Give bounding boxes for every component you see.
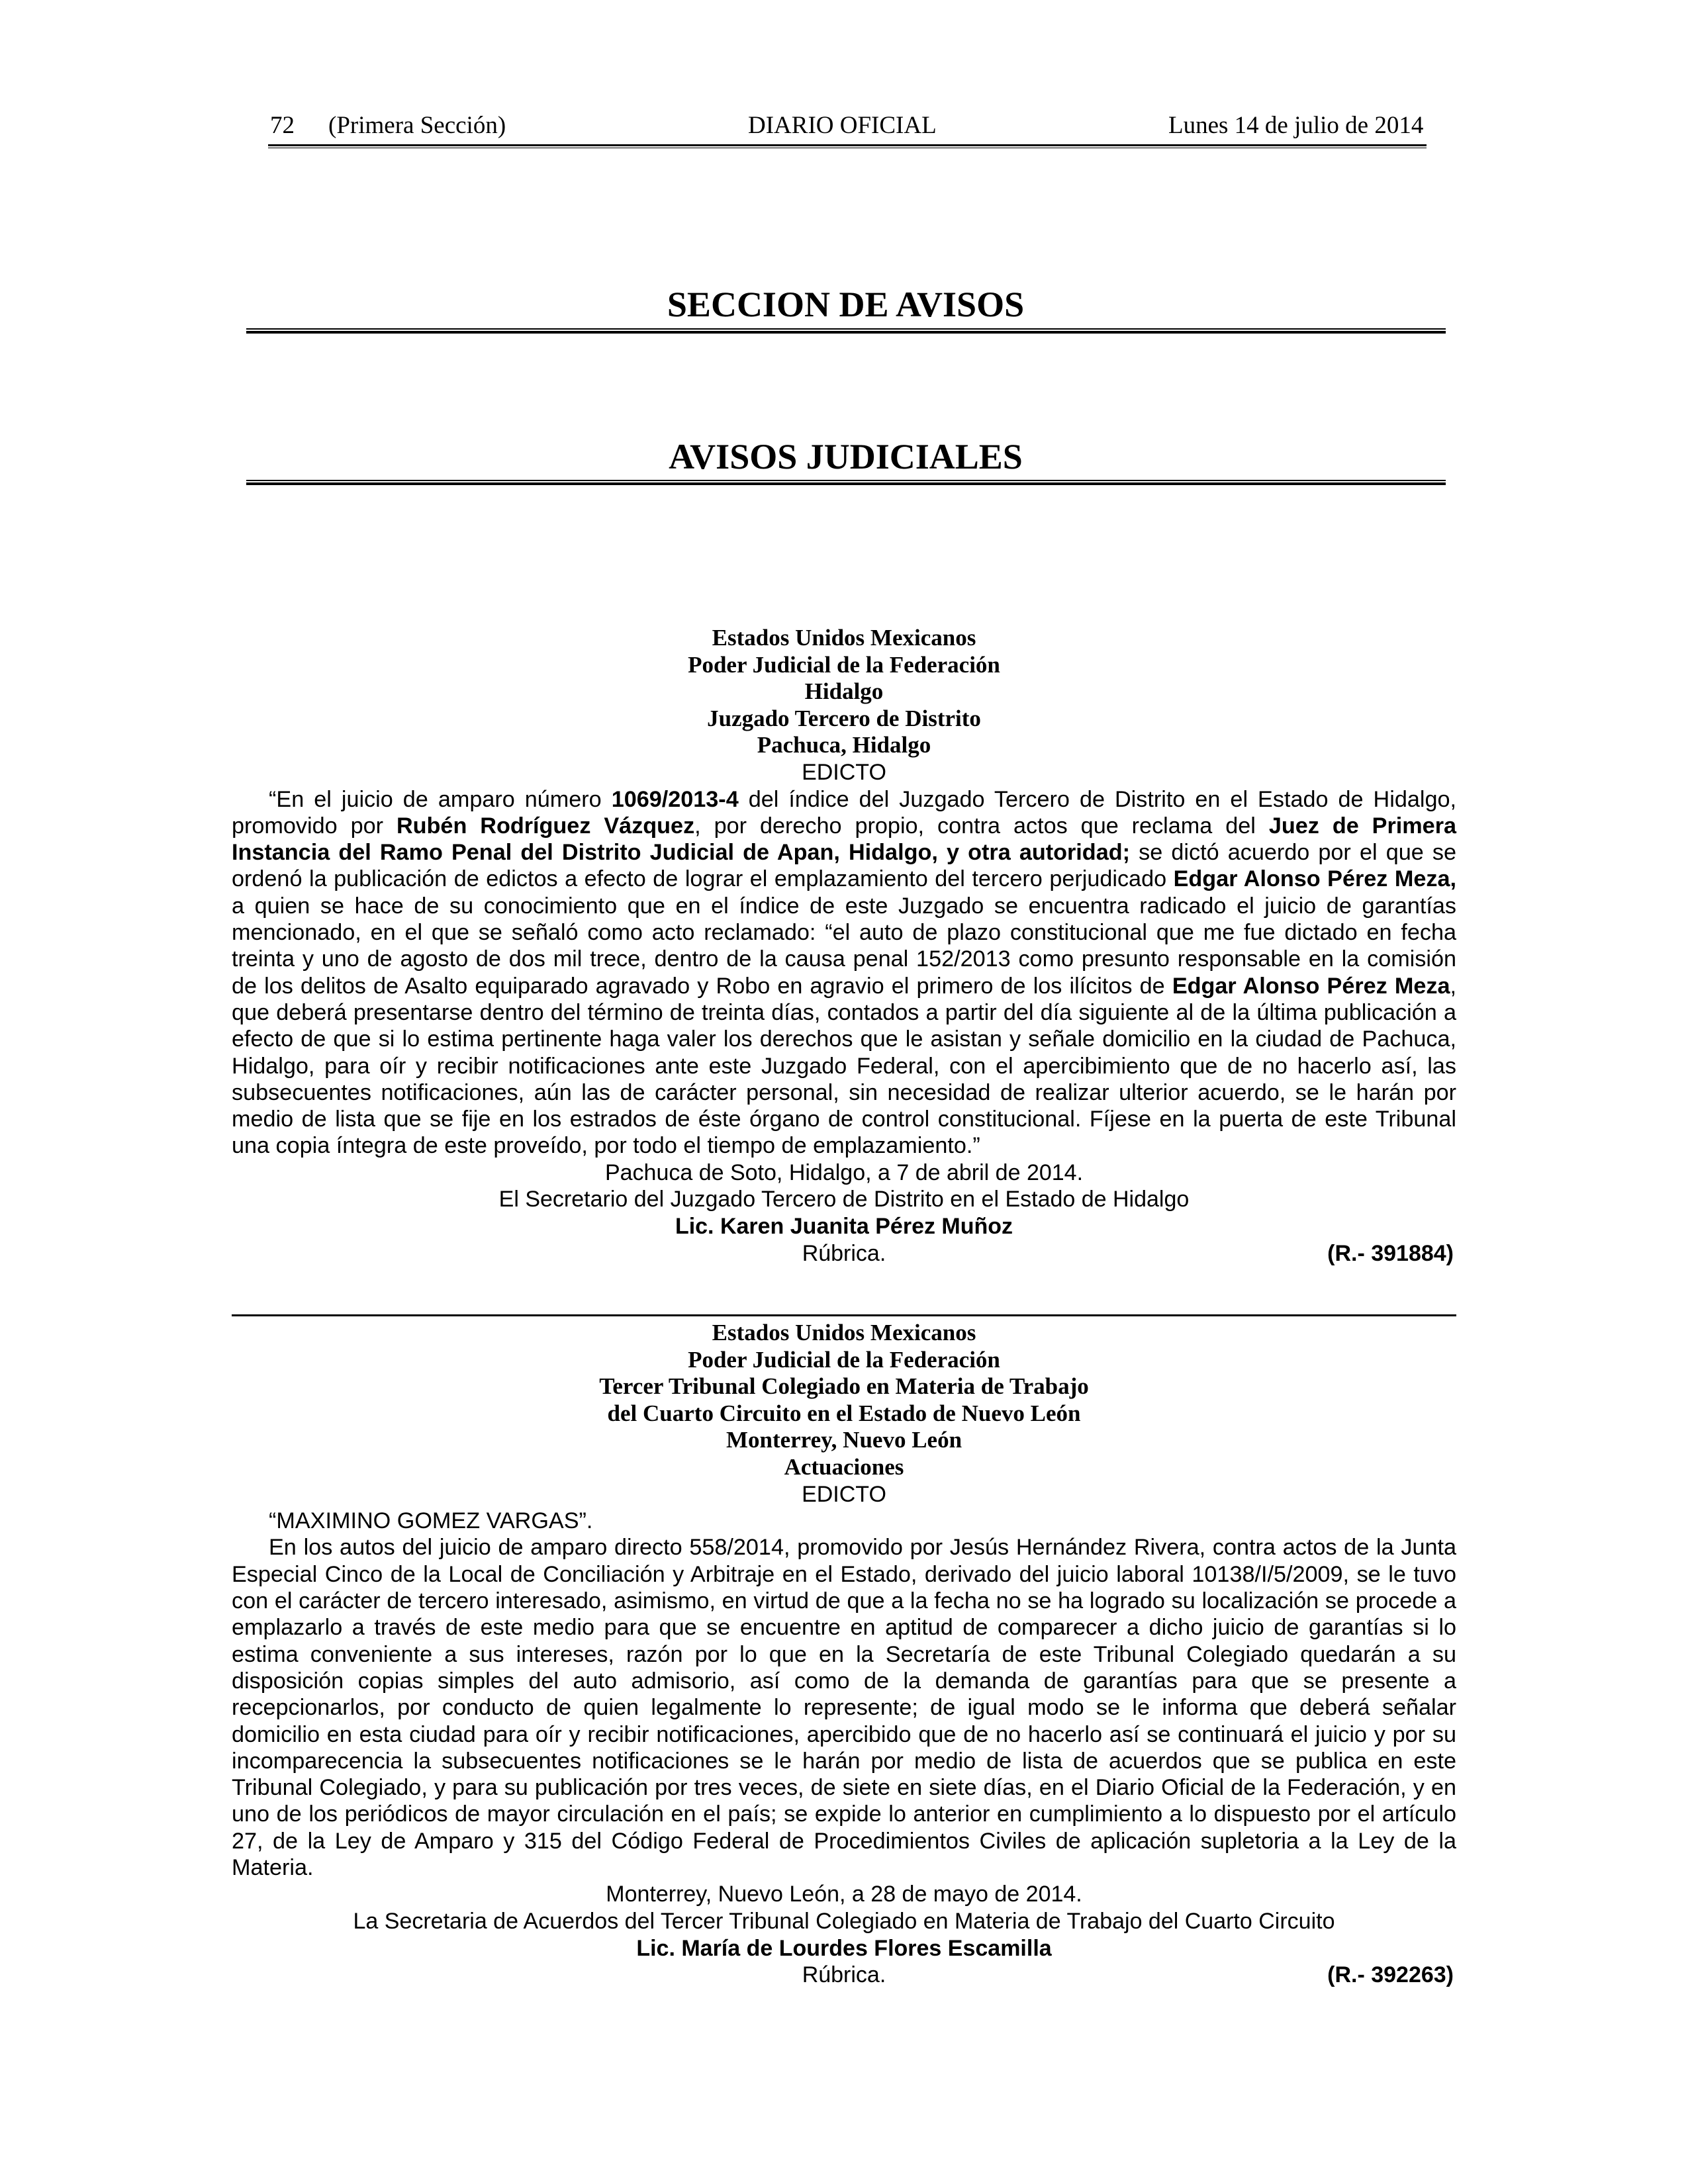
- body-paragraph: En los autos del juicio de amparo directo 558/2014, promovido por Jesús Hernández Rivera, contra actos de la Junta Especial Cinco de la Local de Conciliación y Arbitraje en el Estado, derivado del juicio laboral 10138/I/5/2009, se le tuvo con el carácter de tercero interesado, asimismo, en virtud de que a la fecha no se ha logrado su localización se procede a emplazarlo a través de este medio para que se encuentre en aptitud de comparecer a dicho juicio de garantías si lo estima conveniente a sus intereses, razón por lo que en la Secretaría de este Tribunal Colegiado quedarán a su disposición copias simples del auto admisorio, así como de la demanda de garantías para que se presente a recepcionarlos, por conducto de quien legalmente lo represente; de igual modo se le informa que deberá señalar domicilio en esta ciudad para oír y recibir notificaciones, apercibido que de no hacerlo así se continuará el juicio y por su incomparecencia la subsecuentes notificaciones se le harán por medio de lista de acuerdos que se publica en este Tribunal Colegiado, y para su publicación por tres veces, de siete en siete días, en el Diario Oficial de la Federación, y en uno de los periódicos de mayor circulación en el país; se expide lo anterior en cumplimiento a lo dispuesto por el artículo 27, de la Ley de Amparo y 315 del Código Federal de Procedimientos Civiles de aplicación supletoria a la Ley de la Materia.: [232, 1535, 1456, 1881]
- notice-heading: [232, 625, 1456, 759]
- heading-line: Estados Unidos Mexicanos: [712, 625, 976, 651]
- publication-name: DIARIO OFICIAL: [748, 112, 937, 139]
- notice-monterrey: [232, 1320, 1456, 1989]
- plaintiff-name: Rubén Rodríguez Vázquez: [396, 813, 695, 839]
- heading-line: Estados Unidos Mexicanos: [712, 1320, 976, 1345]
- notice-hidalgo: [232, 625, 1456, 1267]
- case-number: 1069/2013-4: [611, 786, 739, 812]
- authority-name: Juez de Primera Instancia del Ramo Penal del Distrito Judicial de Apan, Hidalgo, y otra autoridad;: [232, 813, 1457, 866]
- heading-line: Pachuca, Hidalgo: [757, 732, 931, 758]
- edicto-label: EDICTO: [802, 1481, 886, 1507]
- publication-date: Lunes 14 de julio de 2014: [1168, 112, 1424, 139]
- notice-heading: [232, 1320, 1456, 1481]
- addressee: “MAXIMINO GOMEZ VARGAS”.: [269, 1508, 593, 1534]
- heading-line: Juzgado Tercero de Distrito: [707, 705, 981, 731]
- rubrica-label: Rúbrica.: [802, 1240, 886, 1266]
- notice-body: [232, 1508, 1456, 1881]
- third-party-name: Edgar Alonso Pérez Meza,: [1173, 866, 1456, 892]
- heading-line: Monterrey, Nuevo León: [726, 1427, 962, 1453]
- heading-line: Actuaciones: [784, 1453, 904, 1480]
- heading-line: del Cuarto Circuito en el Estado de Nuevo León: [607, 1400, 1081, 1426]
- reference-number: (R.- 392263): [1327, 1962, 1454, 1988]
- edicto-label: EDICTO: [802, 759, 886, 785]
- page-number: 72: [270, 112, 295, 139]
- heading-line: Hidalgo: [804, 678, 884, 705]
- signer-name: Lic. Karen Juanita Pérez Muñoz: [675, 1213, 1013, 1239]
- rubrica-label: Rúbrica.: [802, 1962, 886, 1988]
- signer-title: El Secretario del Juzgado Tercero de Distrito en el Estado de Hidalgo: [498, 1187, 1190, 1212]
- signature-row: [232, 1240, 1456, 1267]
- section-rule-judiciales: [246, 480, 1446, 485]
- body-segment: se dictó acuerdo por el que se ordenó la publicación de edictos a efecto de lograr el emplazamiento del tercero perjudicado: [232, 840, 1456, 892]
- body-segment: a quien se hace de su conocimiento que en el índice de este Juzgado se encuentra radicado el juicio de garantías mencionado, en el que se señaló como acto reclamado: “el auto de plazo constitucional que me fue dictado en fecha treinta y uno de agosto de dos mil trece, dentro de la causa penal 152/2013 como presunto responsable en la comisión de los delitos de Asalto equiparado agravado y Robo en agravio el primero de los ilícitos de: [232, 893, 1456, 999]
- section-title-avisos: SECCION DE AVISOS: [667, 285, 1025, 324]
- body-segment: , que deberá presentarse dentro del término de treinta días, contados a partir del día siguiente al de la última publicación a efecto de que si lo estima pertinente haga valer los derechos que le asistan y señale domicilio en la ciudad de Pachuca, Hidalgo, para oír y recibir notificaciones ante este Juzgado Federal, con el apercibimiento que de no hacerlo así, las subsecuentes notificaciones, aún las de carácter personal, sin necesidad de realizar ulterior acuerdo, se le harán por medio de lista que se fije en los estrados de éste órgano de control constitucional. Fíjese en la puerta de este Tribunal una copia íntegra de este proveído, por todo el tiempo de emplazamiento.”: [232, 973, 1457, 1159]
- signature-row: [232, 1962, 1456, 1989]
- heading-line: Tercer Tribunal Colegiado en Materia de Trabajo: [599, 1373, 1089, 1400]
- section-label: (Primera Sección): [328, 112, 506, 139]
- signer-title: La Secretaria de Acuerdos del Tercer Tribunal Colegiado en Materia de Trabajo del Cuarto Circuito: [353, 1908, 1335, 1934]
- notice-body: [232, 786, 1456, 1160]
- header-rule: [268, 144, 1427, 148]
- section-title-judiciales: AVISOS JUDICIALES: [669, 437, 1023, 477]
- body-segment: , por derecho propio, contra actos que reclama del: [694, 813, 1269, 839]
- section-rule-avisos: [246, 328, 1446, 334]
- heading-line: Poder Judicial de la Federación: [688, 651, 1000, 678]
- reference-number: (R.- 391884): [1327, 1240, 1454, 1266]
- place-date: Pachuca de Soto, Hidalgo, a 7 de abril de 2014.: [604, 1160, 1084, 1185]
- body-segment: del índice del Juzgado Tercero de Distrito en el Estado de Hidalgo, promovido por: [232, 786, 1456, 839]
- heading-line: Poder Judicial de la Federación: [688, 1346, 1000, 1373]
- notice-divider: [232, 1314, 1456, 1316]
- place-date: Monterrey, Nuevo León, a 28 de mayo de 2014.: [606, 1882, 1082, 1907]
- body-segment: “En el juicio de amparo número: [269, 786, 612, 812]
- third-party-name: Edgar Alonso Pérez Meza: [1172, 973, 1450, 999]
- signer-name: Lic. María de Lourdes Flores Escamilla: [636, 1935, 1052, 1961]
